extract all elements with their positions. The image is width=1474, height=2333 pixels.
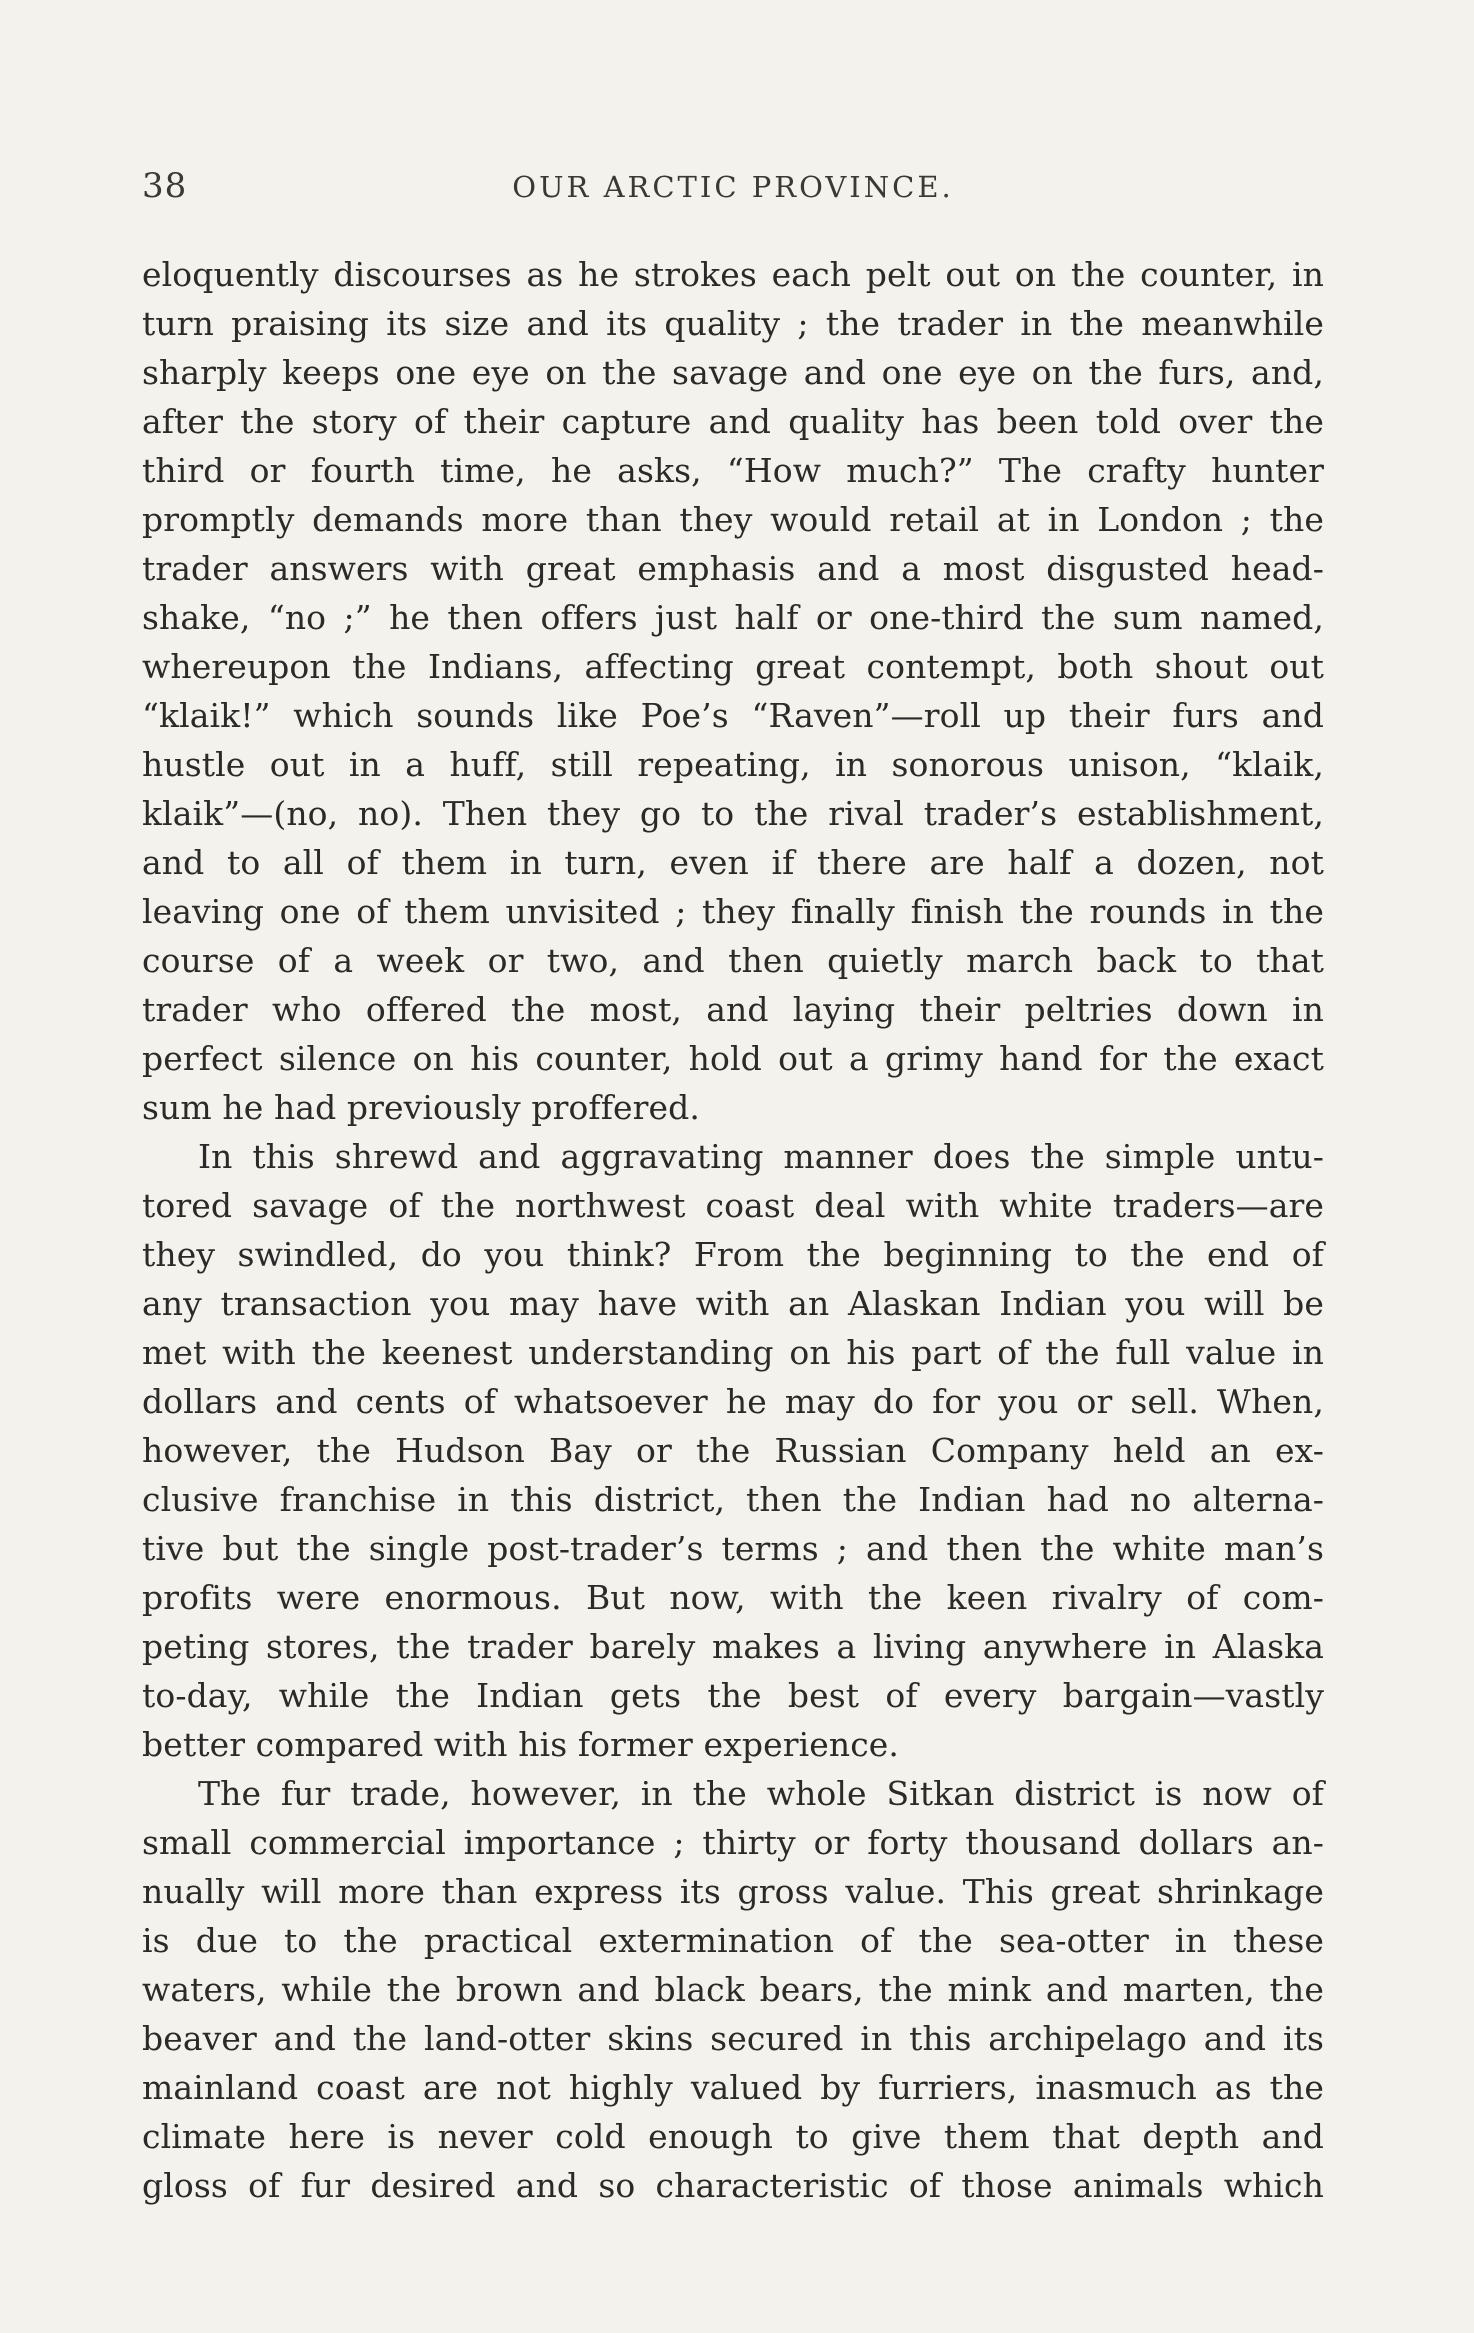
body-text <box>142 250 1324 2210</box>
text-line: shake, “no ;” he then offers just half or one-third the sum named, <box>142 598 1324 637</box>
text-line: “klaik!” which sounds like Poe’s “Raven”—roll up their furs and <box>142 696 1324 735</box>
text-line: waters, while the brown and black bears, the mink and marten, the <box>142 1970 1324 2009</box>
text-line: hustle out in a huff, still repeating, in sonorous unison, “klaik, <box>142 745 1324 784</box>
text-line: any transaction you may have with an Alaskan Indian you will be <box>142 1284 1324 1323</box>
text-line: beaver and the land-otter skins secured in this archipelago and its <box>142 2019 1324 2058</box>
text-line: and to all of them in turn, even if there are half a dozen, not <box>142 843 1324 882</box>
text-line: gloss of fur desired and so characteristic of those animals which <box>142 2166 1324 2205</box>
text-line: however, the Hudson Bay or the Russian Company held an ex- <box>142 1431 1324 1470</box>
text-line: third or fourth time, he asks, “How much?” The crafty hunter <box>142 451 1324 490</box>
text-line: sharply keeps one eye on the savage and one eye on the furs, and, <box>142 353 1324 392</box>
text-line: nually will more than express its gross value. This great shrinkage <box>142 1872 1324 1911</box>
text-line: klaik”—(no, no). Then they go to the rival trader’s establishment, <box>142 794 1324 833</box>
text-line: tive but the single post-trader’s terms ; and then the white man’s <box>142 1529 1324 1568</box>
text-line: clusive franchise in this district, then the Indian had no alterna- <box>142 1480 1324 1519</box>
text-line: trader who offered the most, and laying their peltries down in <box>142 990 1324 1029</box>
page-number: 38 <box>142 166 188 206</box>
text-line: they swindled, do you think? From the beginning to the end of <box>142 1235 1324 1274</box>
text-line: eloquently discourses as he strokes each pelt out on the counter, in <box>142 255 1324 294</box>
running-head: OUR ARCTIC PROVINCE. <box>512 170 954 204</box>
text-line: The fur trade, however, in the whole Sitkan district is now of <box>198 1774 1324 1813</box>
text-line: leaving one of them unvisited ; they finally finish the rounds in the <box>142 892 1324 931</box>
text-line: trader answers with great emphasis and a most disgusted head- <box>142 549 1324 588</box>
text-line: profits were enormous. But now, with the keen rivalry of com- <box>142 1578 1324 1617</box>
text-line: mainland coast are not highly valued by furriers, inasmuch as the <box>142 2068 1324 2107</box>
text-line: peting stores, the trader barely makes a living anywhere in Alaska <box>142 1627 1324 1666</box>
text-line: is due to the practical extermination of the sea-otter in these <box>142 1921 1324 1960</box>
text-line: promptly demands more than they would retail at in London ; the <box>142 500 1324 539</box>
text-line: climate here is never cold enough to give them that depth and <box>142 2117 1324 2156</box>
text-line: turn praising its size and its quality ; the trader in the meanwhile <box>142 304 1324 343</box>
text-line: dollars and cents of whatsoever he may do for you or sell. When, <box>142 1382 1324 1421</box>
text-line: perfect silence on his counter, hold out a grimy hand for the exact <box>142 1039 1324 1078</box>
text-line: to-day, while the Indian gets the best of every bargain—vastly <box>142 1676 1324 1715</box>
text-line: In this shrewd and aggravating manner does the simple untu- <box>198 1137 1324 1176</box>
text-line: small commercial importance ; thirty or forty thousand dollars an- <box>142 1823 1324 1862</box>
text-line: met with the keenest understanding on his part of the full value in <box>142 1333 1324 1372</box>
text-line: better compared with his former experience. <box>142 1725 900 1764</box>
text-line: whereupon the Indians, affecting great contempt, both shout out <box>142 647 1324 686</box>
text-line: after the story of their capture and quality has been told over the <box>142 402 1324 441</box>
page-header <box>142 166 1324 214</box>
text-line: sum he had previously proffered. <box>142 1088 700 1127</box>
text-line: course of a week or two, and then quietly march back to that <box>142 941 1324 980</box>
text-line: tored savage of the northwest coast deal with white traders—are <box>142 1186 1324 1225</box>
